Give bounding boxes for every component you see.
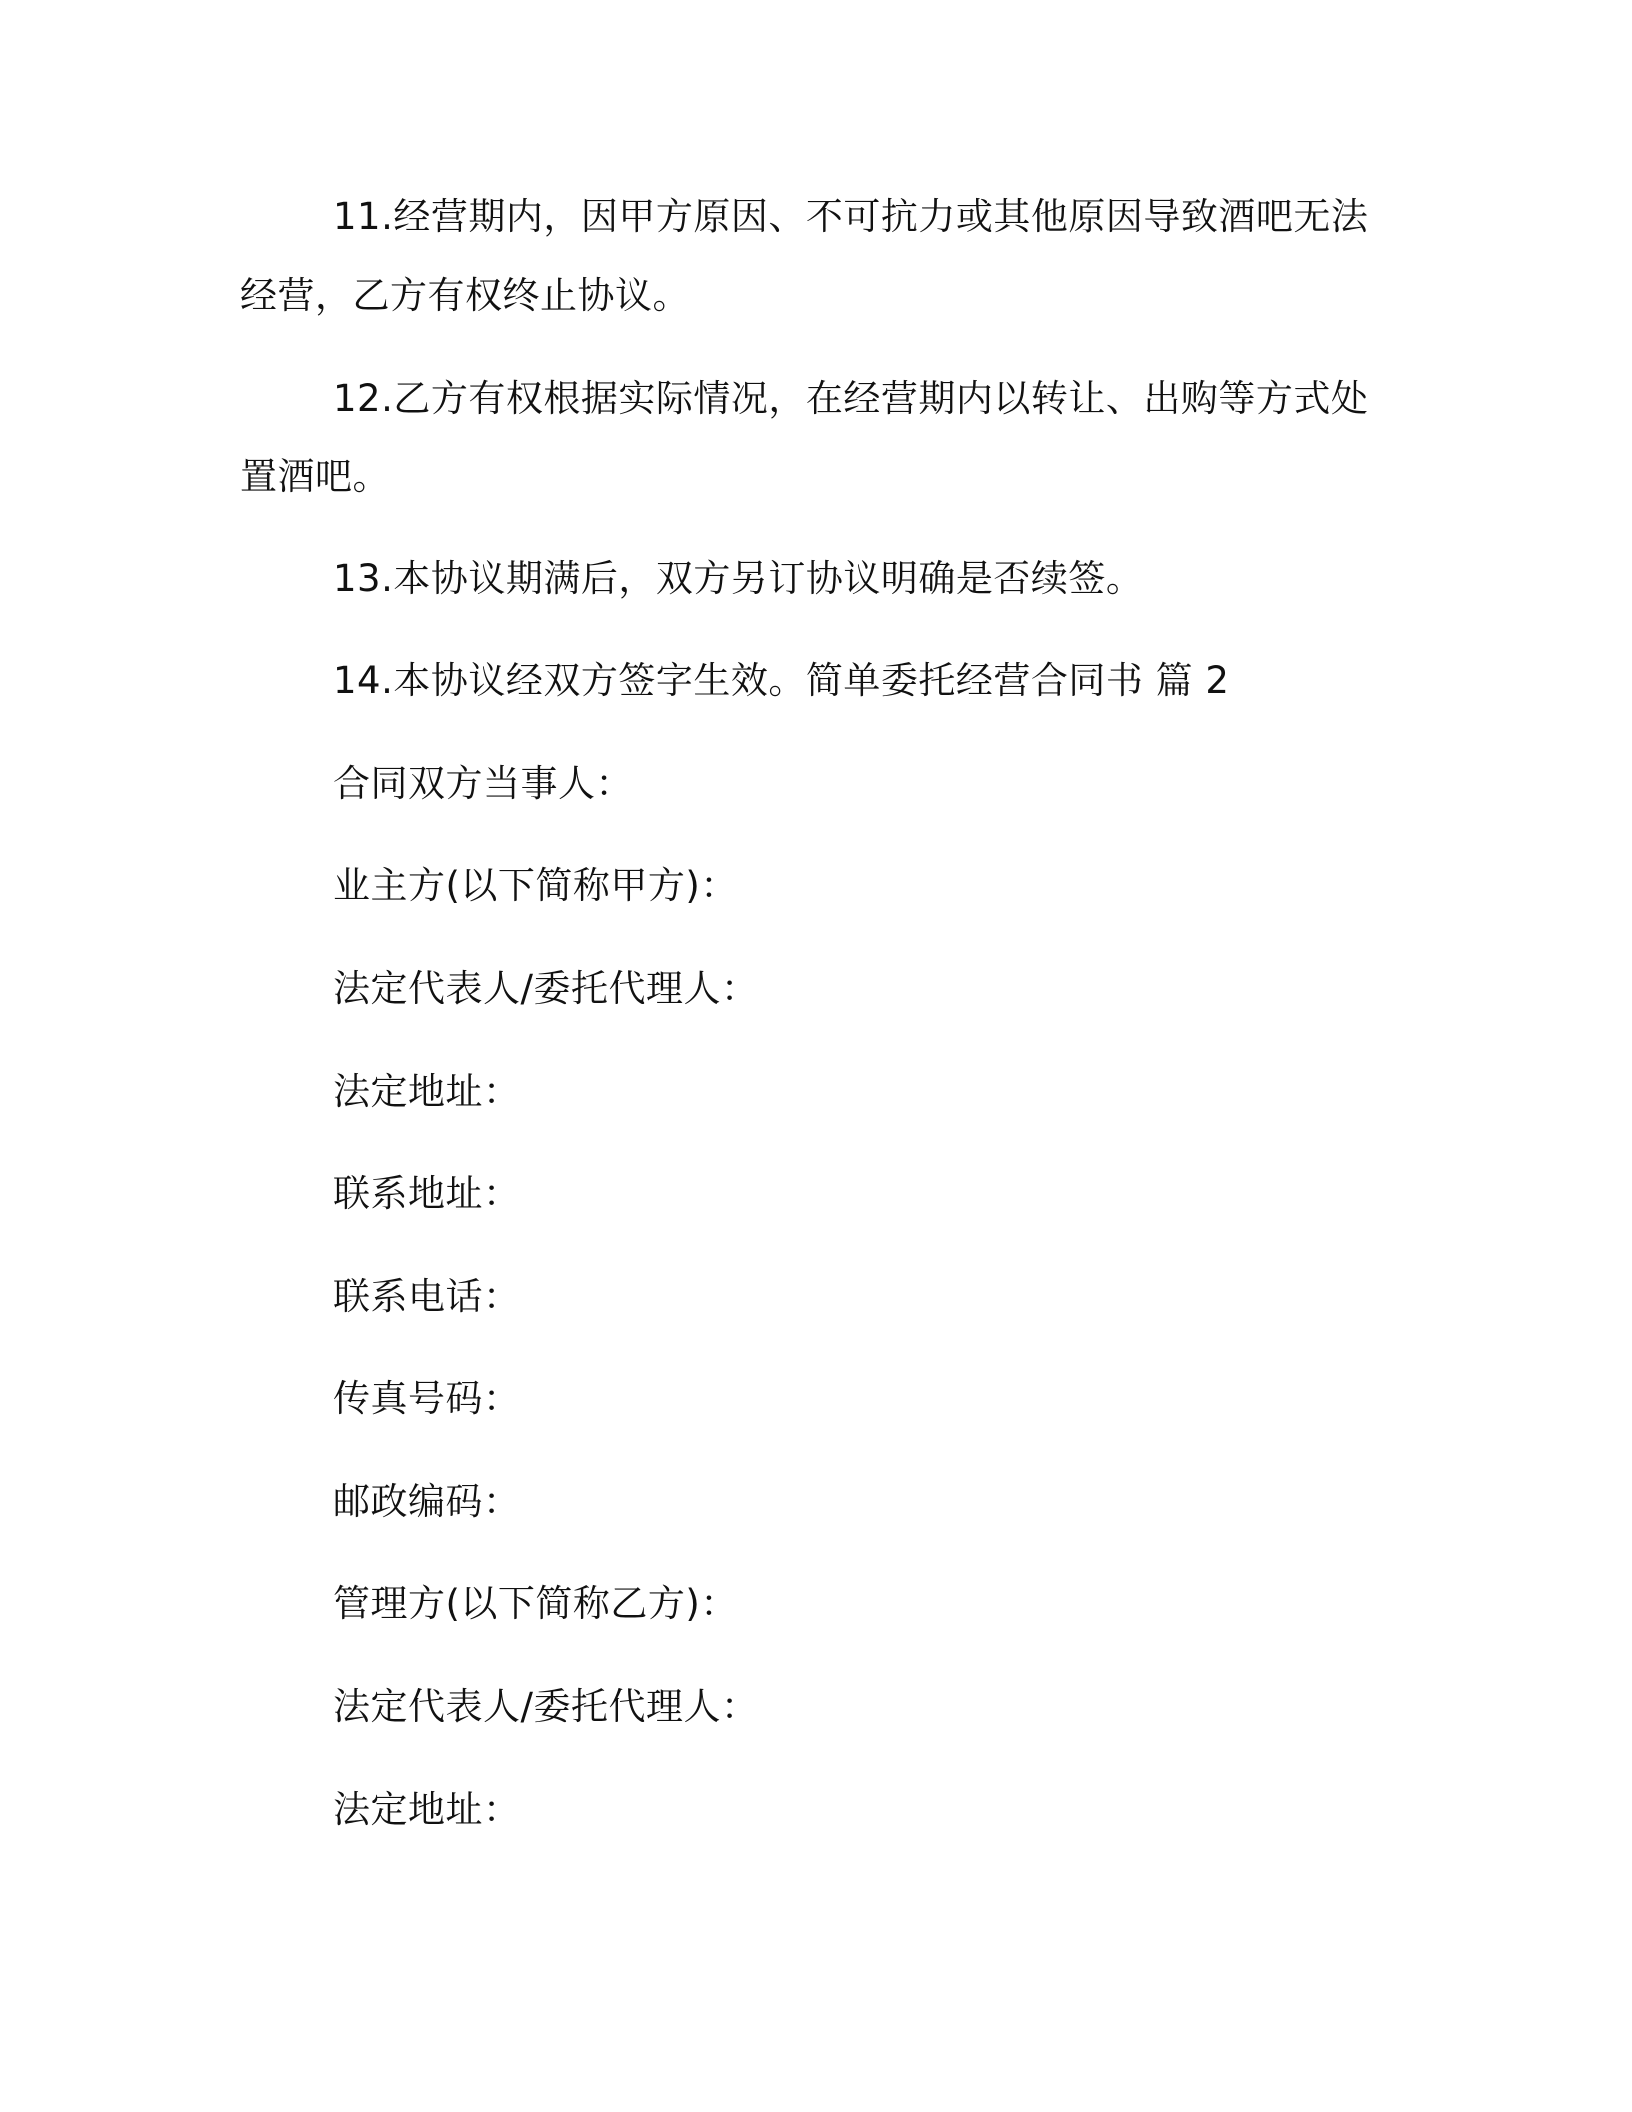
owner-postcode-label: 邮政编码： [333, 1480, 521, 1523]
manager-party-label: 管理方(以下简称乙方)： [333, 1582, 738, 1625]
owner-fax-label: 传真号码： [333, 1377, 521, 1420]
manager-legal-address-label: 法定地址： [333, 1788, 521, 1831]
owner-phone-label: 联系电话： [333, 1275, 521, 1318]
clause-12-line-2: 置酒吧。 [240, 455, 390, 498]
clause-11-line-1: 11.经营期内，因甲方原因、不可抗力或其他原因导致酒吧无法 [333, 195, 1369, 238]
owner-contact-address-label: 联系地址： [333, 1172, 521, 1215]
clause-12-line-1: 12.乙方有权根据实际情况，在经营期内以转让、出购等方式处 [333, 377, 1369, 420]
owner-representative-label: 法定代表人/委托代理人： [333, 967, 759, 1010]
manager-representative-label: 法定代表人/委托代理人： [333, 1685, 759, 1728]
clause-14-and-heading: 14.本协议经双方签字生效。简单委托经营合同书 篇 2 [333, 659, 1230, 702]
clause-13: 13.本协议期满后，双方另订协议明确是否续签。 [333, 557, 1144, 600]
clause-11-line-2: 经营，乙方有权终止协议。 [240, 274, 690, 317]
owner-legal-address-label: 法定地址： [333, 1070, 521, 1113]
owner-party-label: 业主方(以下简称甲方)： [333, 864, 738, 907]
parties-heading: 合同双方当事人： [333, 762, 633, 805]
